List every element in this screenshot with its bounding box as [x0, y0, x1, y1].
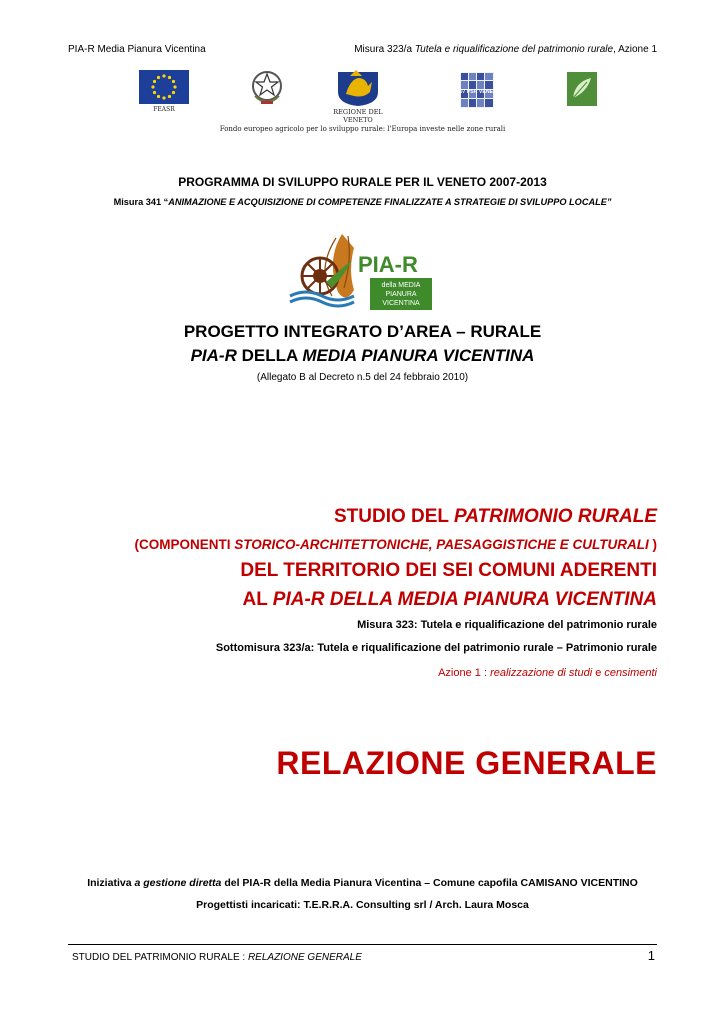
- header-right-suffix: , Azione 1: [613, 44, 657, 55]
- project-title: PROGETTO INTEGRATO D’AREA – RURALE: [183, 322, 542, 341]
- veneto-lion-icon: [328, 66, 388, 108]
- study-line4-b: PIA-R DELLA MEDIA PIANURA VICENTINA: [272, 589, 657, 610]
- psr-grid-icon: [453, 72, 501, 108]
- designers-line: Progettisti incaricati: T.E.R.R.A. Consulting srl / Arch. Laura Mosca: [196, 899, 529, 911]
- report-title: RELAZIONE GENERALE: [276, 745, 657, 781]
- study-azione: [438, 667, 657, 679]
- footer-divider: [68, 944, 657, 945]
- study-misura: Misura 323: Tutela e riqualificazione del patrimonio rurale: [357, 619, 657, 631]
- fund-caption: Fondo europeo agricolo per lo sviluppo rurale: l'Europa investe nelle zone rurali: [219, 125, 506, 133]
- study-line1-a: STUDIO DEL: [333, 506, 454, 527]
- republic-emblem-icon: [250, 68, 284, 108]
- pia-r-logo-icon: [286, 230, 446, 312]
- project-subtitle: [0, 346, 725, 366]
- project-sub-c: MEDIA PIANURA VICENTINA: [302, 346, 535, 365]
- header-right-italic: Tutela e riqualificazione del patrimonio rurale: [414, 44, 614, 55]
- study-line2-b: STORICO-ARCHITETTONICHE, PAESAGGISTICHE E CULTURALI: [234, 537, 649, 552]
- eu-logo-caption: FEASR: [153, 106, 175, 113]
- psr-logo-text: 2007 PSR VENETO: [453, 89, 501, 95]
- page-number: 1: [647, 948, 655, 963]
- psr-veneto-logo: [453, 72, 501, 108]
- footer-left-b: RELAZIONE GENERALE: [247, 952, 362, 963]
- study-sottomisura: Sottomisura 323/a: Tutela e riqualificazione del patrimonio rurale – Patrimonio rurale: [215, 642, 657, 654]
- study-line-1: [334, 506, 657, 528]
- measure-text: ANIMAZIONE E ACQUISIZIONE DI COMPETENZE FINALIZZATE A STRATEGIE DI SVILUPPO LOCALE”: [168, 197, 612, 207]
- study-line1-b: PATRIMONIO RURALE: [453, 506, 657, 527]
- header-right-prefix: Misura 323/a: [354, 44, 415, 55]
- azione-c: e: [592, 667, 605, 679]
- study-line4-a: AL: [242, 589, 273, 610]
- initiative-a: Iniziativa: [87, 877, 135, 889]
- italian-republic-emblem: [250, 68, 284, 108]
- running-header-left: PIA-R Media Pianura Vicentina: [68, 44, 206, 55]
- regione-veneto-logo: [328, 66, 388, 124]
- initiative-c: del PIA-R della Media Pianura Vicentina – Comune capofila CAMISANO VICENTINO: [221, 877, 638, 889]
- leader-leaf-icon: [567, 72, 597, 106]
- initiative-b: a gestione diretta: [134, 877, 222, 889]
- study-line-2: [134, 537, 657, 552]
- pia-logo-line1: della MEDIA: [381, 282, 421, 289]
- eu-flag-icon: [139, 70, 189, 104]
- project-decree: (Allegato B al Decreto n.5 del 24 febbraio 2010): [256, 372, 469, 383]
- leader-logo: [567, 72, 597, 106]
- pia-logo-main: PIA-R: [358, 252, 418, 277]
- pia-logo-line2: PIANURA: [385, 291, 417, 298]
- programme-measure: [0, 197, 725, 207]
- azione-b: realizzazione di studi: [490, 667, 593, 679]
- pia-logo-line3: VICENTINA: [382, 300, 420, 307]
- azione-a: Azione 1 :: [438, 667, 491, 679]
- initiative-line: [0, 877, 725, 889]
- running-header-right: [354, 44, 657, 55]
- footer-left: [72, 952, 362, 963]
- project-sub-a: PIA-R: [190, 346, 237, 365]
- study-line2-a: (COMPONENTI: [134, 537, 235, 552]
- project-sub-b: DELLA: [236, 346, 303, 365]
- eu-flag-logo: [139, 70, 189, 113]
- study-line-4: [243, 589, 658, 611]
- study-line-3: DEL TERRITORIO DEI SEI COMUNI ADERENTI: [240, 560, 657, 581]
- programme-title: PROGRAMMA DI SVILUPPO RURALE PER IL VENETO 2007-2013: [178, 175, 547, 189]
- veneto-logo-caption: REGIONE DEL VENETO: [333, 108, 383, 124]
- pia-r-logo: [286, 230, 446, 312]
- footer-left-a: STUDIO DEL PATRIMONIO RURALE :: [72, 952, 248, 963]
- study-line2-c: ): [648, 537, 657, 552]
- azione-d: censimenti: [604, 667, 657, 679]
- measure-prefix: Misura 341 “: [113, 197, 169, 207]
